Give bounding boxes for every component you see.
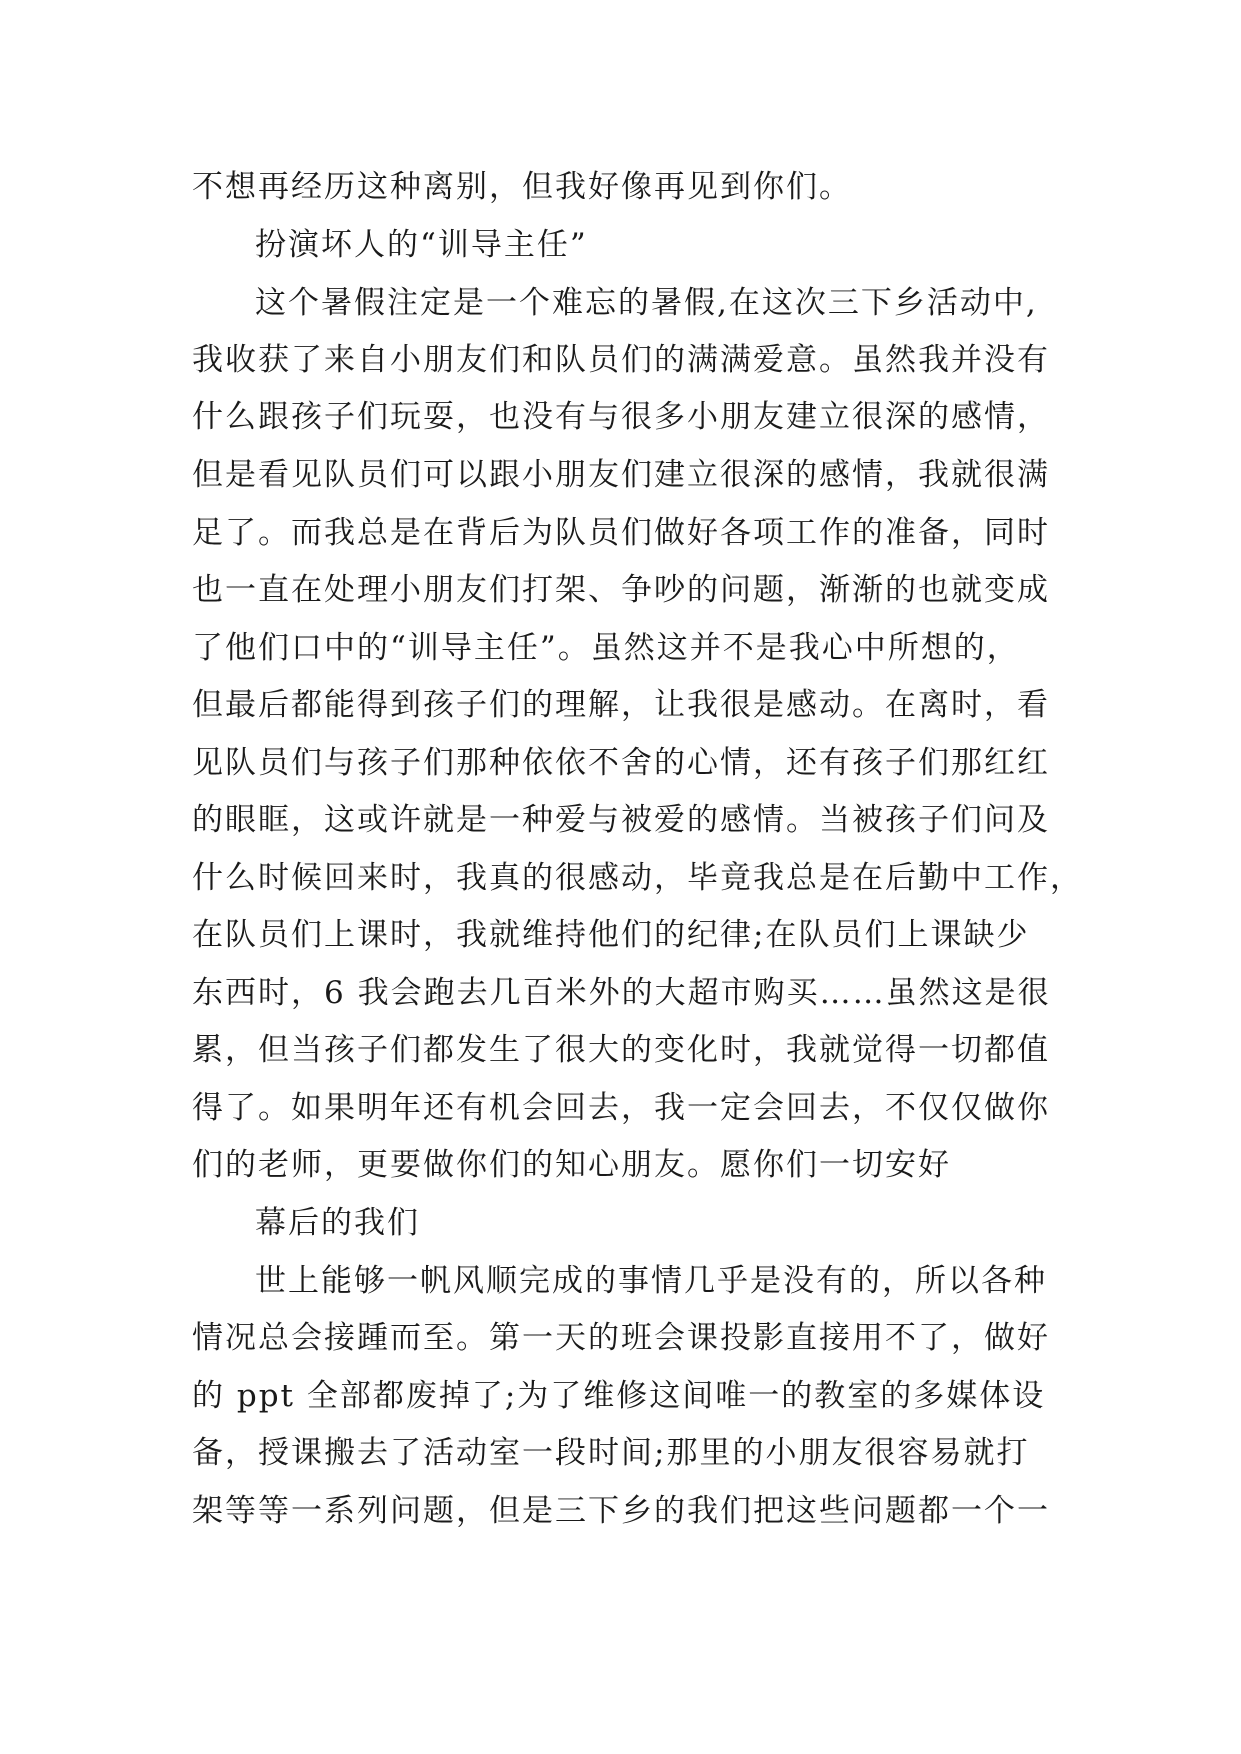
paragraph-line-13: 东西时，6 我会跑去几百米外的大超市购买……虽然这是很: [192, 975, 1051, 1011]
paragraph-line-2: 我收获了来自小朋友们和队员们的满满爱意。虽然我并没有: [192, 342, 1050, 378]
section-heading-behind-the-scenes: 幕后的我们: [255, 1205, 420, 1241]
paragraph-line-14: 累，但当孩子们都发生了很大的变化时，我就觉得一切都值: [192, 1032, 1050, 1068]
paragraph2-line-1: 世上能够一帆风顺完成的事情几乎是没有的，所以各种: [255, 1263, 1047, 1299]
paragraph2-line-2: 情况总会接踵而至。第一天的班会课投影直接用不了，做好: [192, 1320, 1050, 1356]
section-heading-training-director: 扮演坏人的“训导主任”: [255, 227, 588, 263]
paragraph-line-12: 在队员们上课时，我就维持他们的纪律;在队员们上课缺少: [192, 917, 1030, 953]
text-line-1: 不想再经历这种离别，但我好像再见到你们。: [192, 169, 852, 205]
paragraph2-line-5: 架等等一系列问题，但是三下乡的我们把这些问题都一个一: [192, 1493, 1050, 1529]
paragraph-line-8: 但最后都能得到孩子们的理解，让我很是感动。在离时，看: [192, 687, 1050, 723]
paragraph-line-11: 什么时候回来时，我真的很感动，毕竟我总是在后勤中工作，: [192, 860, 1083, 896]
paragraph-line-1: 这个暑假注定是一个难忘的暑假,在这次三下乡活动中,: [255, 285, 1038, 321]
paragraph-line-6: 也一直在处理小朋友们打架、争吵的问题，渐渐的也就变成: [192, 572, 1050, 608]
paragraph-line-9: 见队员们与孩子们那种依依不舍的心情，还有孩子们那红红: [192, 745, 1050, 781]
paragraph2-line-3: 的 ppt 全部都废掉了;为了维修这间唯一的教室的多媒体设: [192, 1378, 1046, 1414]
paragraph-line-5: 足了。而我总是在背后为队员们做好各项工作的准备，同时: [192, 515, 1050, 551]
paragraph-line-15: 得了。如果明年还有机会回去，我一定会回去，不仅仅做你: [192, 1090, 1050, 1126]
paragraph2-line-4: 备，授课搬去了活动室一段时间;那里的小朋友很容易就打: [192, 1435, 1030, 1471]
paragraph-line-16: 们的老师，更要做你们的知心朋友。愿你们一切安好: [192, 1147, 951, 1183]
paragraph-line-3: 什么跟孩子们玩耍，也没有与很多小朋友建立很深的感情，: [192, 399, 1050, 435]
paragraph-line-7: 了他们口中的“训导主任”。虽然这并不是我心中所想的，: [192, 630, 1020, 666]
paragraph-line-10: 的眼眶，这或许就是一种爱与被爱的感情。当被孩子们问及: [192, 802, 1050, 838]
paragraph-line-4: 但是看见队员们可以跟小朋友们建立很深的感情，我就很满: [192, 457, 1050, 493]
